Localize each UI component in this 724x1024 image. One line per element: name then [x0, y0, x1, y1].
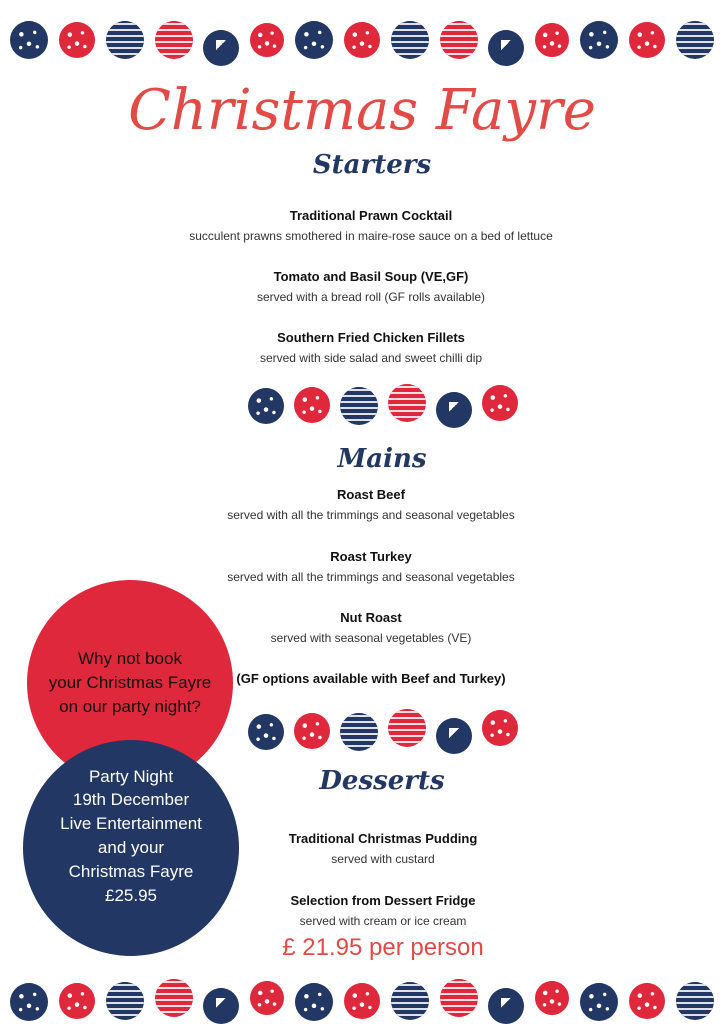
bauble-icon — [59, 983, 95, 1019]
promo-line: Why not book — [78, 649, 182, 669]
page-title: Christmas Fayre — [128, 78, 596, 143]
bauble-icon — [488, 30, 524, 66]
menu-item — [0, 208, 724, 243]
bauble-icon — [488, 988, 524, 1024]
bauble-icon — [482, 385, 518, 421]
bauble-icon — [388, 384, 426, 422]
bauble-icon — [629, 983, 665, 1019]
bauble-icon — [106, 982, 144, 1020]
bauble-icon — [155, 21, 193, 59]
bauble-icon — [295, 983, 333, 1021]
bauble-icon — [250, 23, 284, 57]
bauble-icon — [203, 988, 239, 1024]
bauble-icon — [294, 387, 330, 423]
menu-item — [0, 487, 724, 522]
promo-line: 19th December — [72, 790, 190, 810]
price-per-person: £ 21.95 per person — [282, 934, 484, 961]
bottom-bauble-row — [10, 972, 714, 1024]
bauble-icon — [295, 21, 333, 59]
promo-line: on our party night? — [59, 696, 201, 716]
bauble-icon — [203, 30, 239, 66]
item-desc: served with seasonal vegetables (VE) — [270, 631, 472, 645]
item-name: Traditional Prawn Cocktail — [289, 208, 453, 223]
item-desc: succulent prawns smothered in maire-rose sauce on a bed of lettuce — [189, 229, 553, 243]
bauble-icon — [391, 21, 429, 59]
bauble-icon — [482, 710, 518, 746]
promo-line: Christmas Fayre — [68, 861, 194, 881]
bauble-icon — [535, 23, 569, 57]
bauble-icon — [388, 709, 426, 747]
item-desc: served with cream or ice cream — [299, 914, 467, 928]
mains-heading: Mains — [337, 444, 427, 474]
top-bauble-row — [10, 14, 714, 66]
starters-heading: Starters — [312, 150, 432, 180]
item-name: Nut Roast — [340, 610, 402, 625]
item-desc: served with all the trimmings and seasonal vegetables — [227, 508, 515, 522]
item-desc: served with a bread roll (GF rolls available) — [256, 290, 486, 304]
bauble-icon — [340, 713, 378, 751]
bauble-icon — [294, 713, 330, 749]
bauble-icon — [629, 22, 665, 58]
item-name: Selection from Dessert Fridge — [290, 893, 476, 908]
promo-line: your Christmas Fayre — [48, 673, 212, 693]
bauble-icon — [155, 979, 193, 1017]
bauble-row — [248, 702, 518, 754]
item-name: Roast Turkey — [330, 549, 412, 564]
item-name: Traditional Christmas Pudding — [288, 831, 478, 846]
menu-item — [0, 831, 724, 866]
bauble-icon — [436, 392, 472, 428]
bauble-icon — [676, 982, 714, 1020]
menu-item — [0, 269, 724, 304]
promo-line: and your — [97, 838, 165, 857]
item-desc: served with all the trimmings and seasonal vegetables — [227, 570, 515, 584]
bauble-row — [248, 378, 518, 428]
bauble-icon — [535, 981, 569, 1015]
bauble-icon — [340, 387, 378, 425]
bauble-icon — [250, 981, 284, 1015]
bauble-icon — [10, 983, 48, 1021]
menu-item — [0, 893, 724, 928]
bauble-icon — [248, 388, 284, 424]
item-name: Roast Beef — [337, 487, 405, 502]
promo-line: Live Entertainment — [60, 814, 202, 834]
bauble-icon — [106, 21, 144, 59]
bauble-icon — [248, 714, 284, 750]
bauble-icon — [344, 983, 380, 1019]
bauble-icon — [59, 22, 95, 58]
bauble-icon — [10, 21, 48, 59]
item-name: Tomato and Basil Soup (VE,GF) — [273, 269, 469, 284]
item-name: Southern Fried Chicken Fillets — [277, 330, 465, 345]
bauble-icon — [676, 21, 714, 59]
bauble-icon — [440, 21, 478, 59]
bauble-icon — [391, 982, 429, 1020]
gf-note-text: (GF options available with Beef and Turkey) — [236, 671, 506, 686]
bauble-icon — [580, 983, 618, 1021]
bauble-icon — [440, 979, 478, 1017]
bauble-icon — [436, 718, 472, 754]
menu-item — [0, 549, 724, 584]
bauble-icon — [344, 22, 380, 58]
item-desc: served with side salad and sweet chilli dip — [259, 351, 483, 365]
menu-item — [0, 330, 724, 365]
bauble-icon — [580, 21, 618, 59]
gf-note — [0, 671, 724, 686]
promo-line: £25.95 — [105, 885, 157, 905]
item-desc: served with custard — [331, 852, 435, 866]
desserts-heading: Desserts — [319, 766, 445, 796]
promo-line: Party Night — [88, 766, 174, 786]
